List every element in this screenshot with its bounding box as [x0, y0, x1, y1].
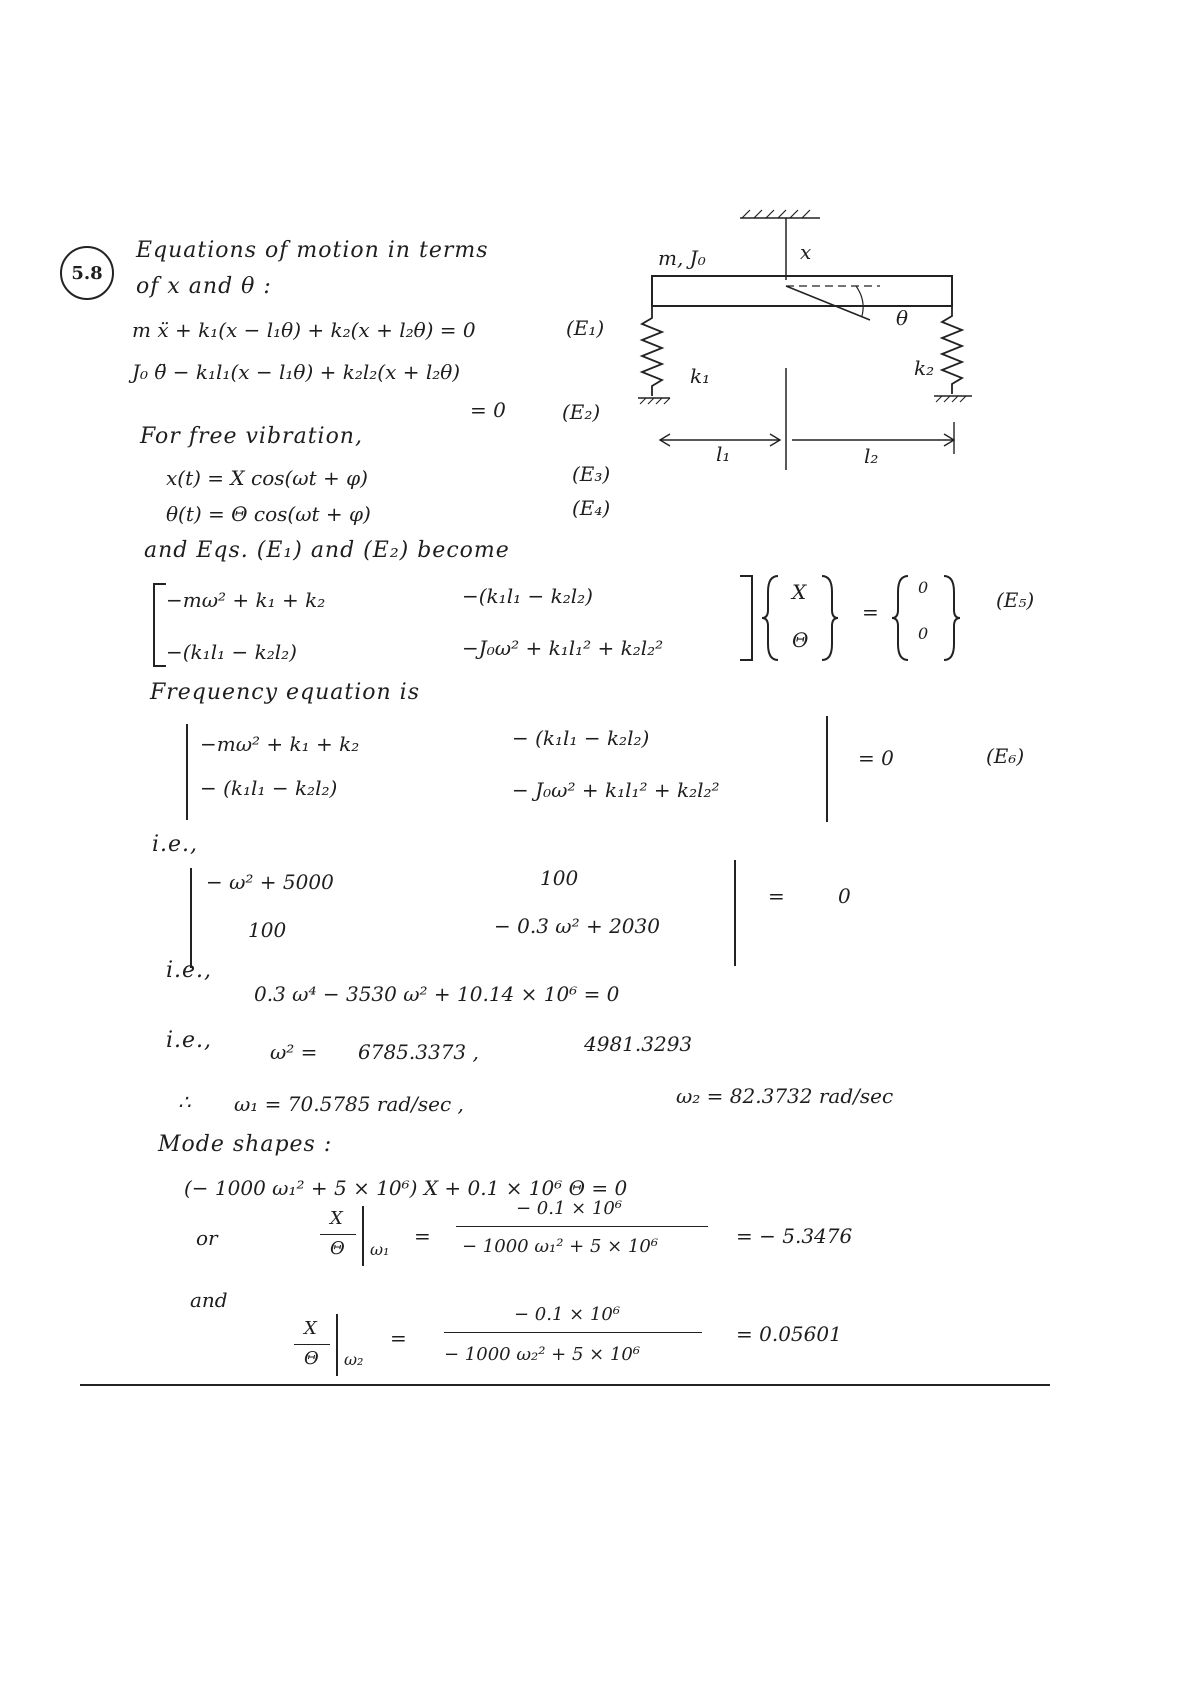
or-text: or	[196, 1226, 218, 1250]
equation-e1: m ẍ + k₁(x − l₁θ) + k₂(x + l₂θ) = 0	[132, 318, 476, 342]
freq-a11: −mω² + k₁ + k₂	[200, 732, 360, 756]
root-2: 4981.3293	[584, 1032, 693, 1056]
ie-1: i.e.,	[152, 832, 199, 857]
and-text: and	[190, 1288, 228, 1312]
num-a21: 100	[248, 918, 287, 942]
ratio-2-num: − 0.1 × 10⁶	[514, 1304, 621, 1325]
num-a22: − 0.3 ω² + 2030	[494, 914, 660, 938]
matrix-a11: −mω² + k₁ + k₂	[166, 588, 326, 612]
l1-label: l₁	[716, 442, 731, 466]
rhs-zero-1: 0	[918, 578, 929, 597]
roots-lhs: ω² =	[270, 1040, 318, 1064]
num-rhs: 0	[838, 884, 851, 908]
x-label: x	[800, 240, 812, 264]
ratio-2-eval-bar	[336, 1314, 338, 1376]
num-a12: 100	[540, 866, 579, 890]
ratio-2-lhs-top: X	[304, 1318, 317, 1339]
l2-label: l₂	[864, 444, 879, 468]
polynomial: 0.3 ω⁴ − 3530 ω² + 10.14 × 10⁶ = 0	[254, 982, 620, 1006]
ie-3: i.e.,	[166, 1028, 213, 1053]
equation-e4-tag: (E₄)	[572, 496, 611, 520]
equation-e2-rhs: = 0	[470, 398, 506, 422]
mass-label: m, J₀	[658, 246, 706, 270]
equation-e3-tag: (E₃)	[572, 462, 611, 486]
free-vibration-heading: For free vibration,	[140, 424, 363, 449]
mode-equation: (− 1000 ω₁² + 5 × 10⁶) X + 0.1 × 10⁶ Θ = 0	[184, 1176, 628, 1200]
vector-left-brace	[760, 572, 782, 664]
equation-e5-tag: (E₅)	[996, 588, 1035, 612]
ratio-1-den: − 1000 ω₁² + 5 × 10⁶	[462, 1236, 659, 1257]
root-1: 6785.3373 ,	[358, 1040, 479, 1064]
det-left-bar	[186, 724, 188, 820]
problem-number: 5.8	[60, 246, 114, 300]
vector-right-brace	[818, 572, 840, 664]
omega-2: ω₂ = 82.3732 rad/sec	[676, 1084, 894, 1108]
ratio-2-sub: ω₂	[344, 1350, 364, 1369]
ratio-1-sub: ω₁	[370, 1240, 390, 1259]
ratio-2-den: − 1000 ω₂² + 5 × 10⁶	[444, 1344, 641, 1365]
equation-e6-tag: (E₆)	[986, 744, 1025, 768]
freq-a21: − (k₁l₁ − k₂l₂)	[200, 776, 338, 800]
theta-label: θ	[896, 306, 909, 330]
rhs-zero-2: 0	[918, 624, 929, 643]
equation-e2: J₀ θ̈ − k₁l₁(x − l₁θ) + k₂l₂(x + l₂θ)	[132, 360, 461, 384]
rhs-left-brace	[890, 572, 912, 664]
ratio-1-equals: =	[414, 1224, 431, 1248]
freq-a12: − (k₁l₁ − k₂l₂)	[512, 726, 650, 750]
ratio-1-value: = − 5.3476	[736, 1224, 853, 1248]
omega-1: ω₁ = 70.5785 rad/sec ,	[234, 1092, 464, 1116]
det-right-bar	[826, 716, 828, 822]
ratio-2-lhs-bot: Θ	[304, 1348, 319, 1369]
matrix-a22: −J₀ω² + k₁l₁² + k₂l₂²	[462, 636, 664, 660]
vector-x: X	[792, 580, 807, 604]
num-equals: =	[768, 884, 785, 908]
ie-2: i.e.,	[166, 958, 213, 983]
matrix-right-bracket	[736, 572, 756, 664]
num-a11: − ω² + 5000	[206, 870, 334, 894]
k2-label: k₂	[914, 356, 935, 380]
equation-e1-tag: (E₁)	[566, 316, 605, 340]
freq-a22: − J₀ω² + k₁l₁² + k₂l₂²	[512, 778, 720, 802]
ratio-1-lhs-bot: Θ	[330, 1238, 345, 1259]
equation-e4: θ(t) = Θ cos(ωt + φ)	[166, 502, 371, 526]
matrix-a12: −(k₁l₁ − k₂l₂)	[462, 584, 593, 608]
therefore-symbol: ∴	[178, 1090, 191, 1114]
bottom-rule	[80, 1384, 1050, 1386]
ratio-1-eval-bar	[362, 1206, 364, 1266]
frequency-heading: Frequency equation is	[150, 680, 420, 705]
mode-shapes-heading: Mode shapes :	[158, 1132, 333, 1157]
k1-label: k₁	[690, 364, 711, 388]
rhs-right-brace	[940, 572, 962, 664]
ratio-2-value: = 0.05601	[736, 1322, 842, 1346]
intro-line-2: of x and θ :	[136, 274, 272, 299]
ratio-1-lhs-top: X	[330, 1208, 343, 1229]
matrix-equals: =	[862, 600, 879, 624]
num-det-right-bar	[734, 860, 736, 966]
num-det-left-bar	[190, 868, 192, 968]
intro-line-1: Equations of motion in terms	[136, 238, 489, 263]
vector-theta: Θ	[792, 628, 809, 652]
ratio-2-equals: =	[390, 1326, 407, 1350]
matrix-a21: −(k₁l₁ − k₂l₂)	[166, 640, 297, 664]
ratio-1-num: − 0.1 × 10⁶	[516, 1198, 623, 1219]
equation-e3: x(t) = X cos(ωt + φ)	[166, 466, 368, 490]
equation-e2-tag: (E₂)	[562, 400, 601, 424]
freq-rhs: = 0	[858, 746, 894, 770]
eqs-become-text: and Eqs. (E₁) and (E₂) become	[144, 538, 510, 563]
